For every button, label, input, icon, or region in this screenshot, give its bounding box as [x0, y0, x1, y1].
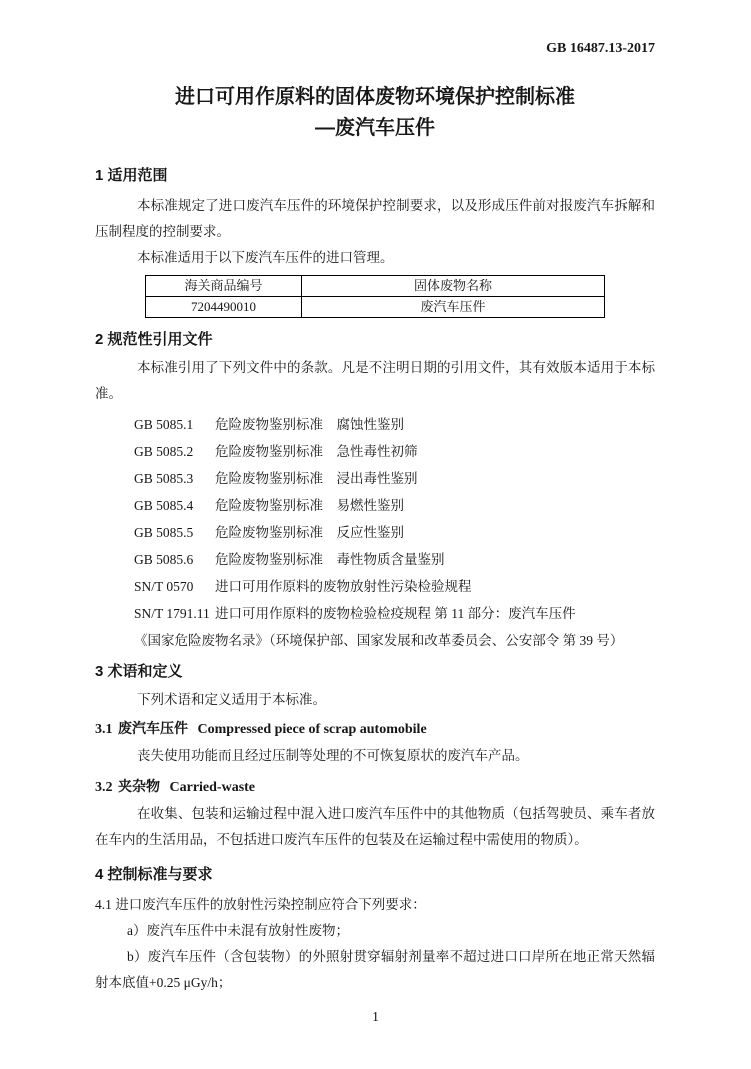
reference-item — [95, 573, 655, 600]
clause-4-1-item-a: a）废汽车压件中未混有放射性废物； — [127, 923, 349, 938]
section-1-paragraph-1: 本标准规定了进口废汽车压件的环境保护控制要求，以及形成压件前对报废汽车拆解和压制程度的控制要求。 — [95, 198, 655, 239]
reference-code: SN/T 1791.11 — [134, 606, 210, 621]
reference-title: 进口可用作原料的废物放射性污染检验规程 — [215, 579, 472, 594]
table-header-row — [146, 276, 605, 297]
section-2-intro: 本标准引用了下列文件中的条款。凡是不注明日期的引用文件，其有效版本适用于本标准。 — [95, 360, 655, 401]
table-header-waste-name: 固体废物名称 — [302, 276, 605, 297]
reference-list — [95, 411, 655, 654]
reference-item — [95, 438, 655, 465]
section-3-intro: 下列术语和定义适用于本标准。 — [137, 692, 326, 707]
reference-code: GB 5085.5 — [134, 525, 194, 540]
table-cell-waste-name: 废汽车压件 — [302, 297, 605, 318]
reference-item — [95, 411, 655, 438]
section-1-paragraph-2: 本标准适用于以下废汽车压件的进口管理。 — [137, 250, 394, 265]
reference-code: GB 5085.4 — [134, 498, 194, 513]
reference-catalog: 《国家危险废物名录》（环境保护部、国家发展和改革委员会、公安部令 第 39 号） — [134, 633, 624, 648]
reference-title: 危险废物鉴别标准 浸出毒性鉴别 — [215, 471, 418, 486]
term-chinese: 废汽车压件 — [118, 720, 188, 736]
reference-item — [95, 546, 655, 573]
reference-title: 危险废物鉴别标准 毒性物质含量鉴别 — [215, 552, 445, 567]
term-english: Carried-waste — [169, 780, 256, 795]
standard-number: GB 16487.13-2017 — [546, 41, 655, 56]
reference-item — [95, 519, 655, 546]
table-row — [146, 297, 605, 318]
table-cell-customs-code: 7204490010 — [146, 297, 302, 318]
section-4-heading: 4 控制标准与要求 — [95, 866, 213, 883]
reference-code: GB 5085.2 — [134, 444, 194, 459]
reference-item — [95, 492, 655, 519]
page-content — [95, 0, 655, 996]
customs-code-table — [145, 275, 605, 318]
reference-item — [95, 600, 655, 627]
reference-title: 危险废物鉴别标准 腐蚀性鉴别 — [215, 417, 404, 432]
reference-code: GB 5085.3 — [134, 471, 194, 486]
reference-code: GB 5085.6 — [134, 552, 194, 567]
section-1-heading: 1 适用范围 — [95, 167, 168, 184]
term-definition: 在收集、包装和运输过程中混入进口废汽车压件中的其他物质（包括驾驶员、乘车者放在车内的生活用品，不包括进口废汽车压件的包装及在运输过程中需使用的物质）。 — [95, 806, 655, 847]
page-number: 1 — [372, 1010, 379, 1025]
table-header-customs-code: 海关商品编号 — [146, 276, 302, 297]
clause-4-1-item-b: b）废汽车压件（含包装物）的外照射贯穿辐射剂量率不超过进口口岸所在地正常天然辐射本底值+0.25 μGy/h； — [95, 949, 655, 990]
term-number: 3.1 — [95, 722, 113, 737]
reference-code: SN/T 0570 — [134, 579, 194, 594]
section-3-heading: 3 术语和定义 — [95, 663, 183, 680]
doc-title-line2: —废汽车压件 — [315, 117, 435, 139]
reference-code: GB 5085.1 — [134, 417, 194, 432]
reference-title: 危险废物鉴别标准 反应性鉴别 — [215, 525, 404, 540]
reference-title: 进口可用作原料的废物检验检疫规程 第 11 部分：废汽车压件 — [215, 606, 576, 621]
reference-title: 危险废物鉴别标准 易燃性鉴别 — [215, 498, 404, 513]
reference-title: 危险废物鉴别标准 急性毒性初筛 — [215, 444, 418, 459]
term-heading — [95, 718, 655, 740]
term-english: Compressed piece of scrap automobile — [197, 722, 427, 737]
term-number: 3.2 — [95, 780, 113, 795]
term-chinese: 夹杂物 — [118, 778, 160, 794]
reference-item — [95, 465, 655, 492]
section-2-heading: 2 规范性引用文件 — [95, 331, 213, 348]
clause-4-1: 4.1 进口废汽车压件的放射性污染控制应符合下列要求： — [95, 897, 426, 912]
term-heading — [95, 776, 655, 798]
doc-title-line1: 进口可用作原料的固体废物环境保护控制标准 — [175, 86, 575, 108]
term-definition: 丧失使用功能而且经过压制等处理的不可恢复原状的废汽车产品。 — [137, 748, 529, 763]
